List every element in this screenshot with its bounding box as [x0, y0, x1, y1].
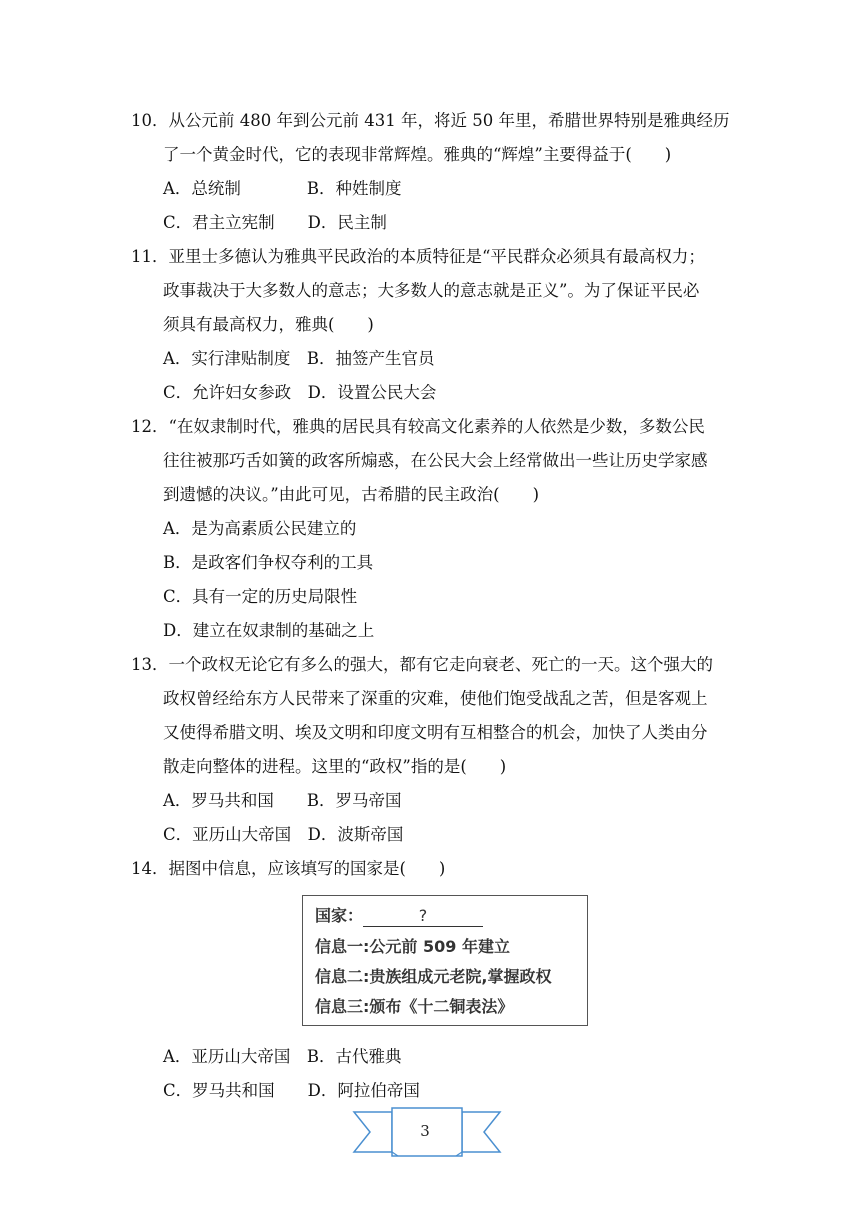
- info-line-3: 信息三:颁布《十二铜表法》: [315, 997, 514, 1016]
- question-14-options-1: A．亚历山大帝国 B．古代雅典: [163, 1047, 402, 1066]
- question-12-option-c: C．具有一定的历史局限性: [163, 587, 358, 606]
- info-figure-box: [302, 895, 588, 1026]
- question-13-line-1: [131, 654, 713, 676]
- question-10-text-1: 从公元前 480 年到公元前 431 年，将近 50 年里，希腊世界特别是雅典经历: [168, 111, 730, 130]
- question-12-option-d: D．建立在奴隶制的基础之上: [163, 621, 375, 640]
- question-12-option-b: B．是政客们争权夺利的工具: [163, 553, 374, 572]
- question-14-number: 14．: [131, 859, 169, 878]
- question-10-number: 10．: [131, 111, 169, 130]
- question-10-options-2: C．君主立宪制 D．民主制: [163, 213, 387, 232]
- question-14-line-1: [131, 858, 445, 880]
- country-label: 国家：: [315, 906, 364, 925]
- question-12-option-a: A．是为高素质公民建立的: [163, 519, 357, 538]
- question-10-line-2: 了一个黄金时代，它的表现非常辉煌。雅典的“辉煌”主要得益于( ): [163, 145, 672, 164]
- info-line-2: 信息二:贵族组成元老院,掌握政权: [315, 967, 552, 986]
- question-12-line-3: 到遗憾的决议。”由此可见，古希腊的民主政治( ): [163, 485, 540, 504]
- info-line-1: 信息一:公元前 509 年建立: [315, 937, 510, 956]
- page-number-ribbon: [352, 1106, 502, 1164]
- page-number: 3: [420, 1122, 430, 1140]
- question-11-number: 11．: [131, 247, 169, 266]
- question-10-line-1: [131, 110, 729, 132]
- question-11-text-1: 亚里士多德认为雅典平民政治的本质特征是“平民群众必须具有最高权力；: [168, 247, 705, 266]
- question-14-options-2: C．罗马共和国 D．阿拉伯帝国: [163, 1081, 420, 1100]
- question-12-line-2: 往往被那巧舌如簧的政客所煽惑，在公民大会上经常做出一些让历史学家感: [163, 451, 708, 470]
- question-11-line-1: [131, 246, 705, 268]
- question-12-number: 12．: [131, 417, 169, 436]
- question-12-line-1: [131, 416, 705, 438]
- question-11-line-3: 须具有最高权力，雅典( ): [163, 315, 374, 334]
- question-11-options-1: A．实行津贴制度 B．抽签产生官员: [163, 349, 435, 368]
- question-13-text-1: 一个政权无论它有多么的强大，都有它走向衰老、死亡的一天。这个强大的: [168, 655, 713, 674]
- question-13-options-1: A．罗马共和国 B．罗马帝国: [163, 791, 402, 810]
- question-12-text-1: “在奴隶制时代，雅典的居民具有较高文化素养的人依然是少数，多数公民: [168, 417, 705, 436]
- question-13-options-2: C．亚历山大帝国 D．波斯帝国: [163, 825, 404, 844]
- question-13-line-2: 政权曾经给东方人民带来了深重的灾难，使他们饱受战乱之苦，但是客观上: [163, 689, 708, 708]
- question-10-options-1: A．总统制 B．种姓制度: [163, 179, 402, 198]
- question-14-text-1: 据图中信息，应该填写的国家是( ): [168, 859, 446, 878]
- question-11-options-2: C．允许妇女参政 D．设置公民大会: [163, 383, 437, 402]
- question-13-line-3: 又使得希腊文明、埃及文明和印度文明有互相整合的机会，加快了人类由分: [163, 723, 708, 742]
- country-blank: ?: [363, 906, 483, 927]
- question-11-line-2: 政事裁决于大多数人的意志；大多数人的意志就是正义”。为了保证平民必: [163, 281, 700, 300]
- country-row: [315, 906, 483, 927]
- question-13-line-4: 散走向整体的进程。这里的“政权”指的是( ): [163, 757, 507, 776]
- question-13-number: 13．: [131, 655, 169, 674]
